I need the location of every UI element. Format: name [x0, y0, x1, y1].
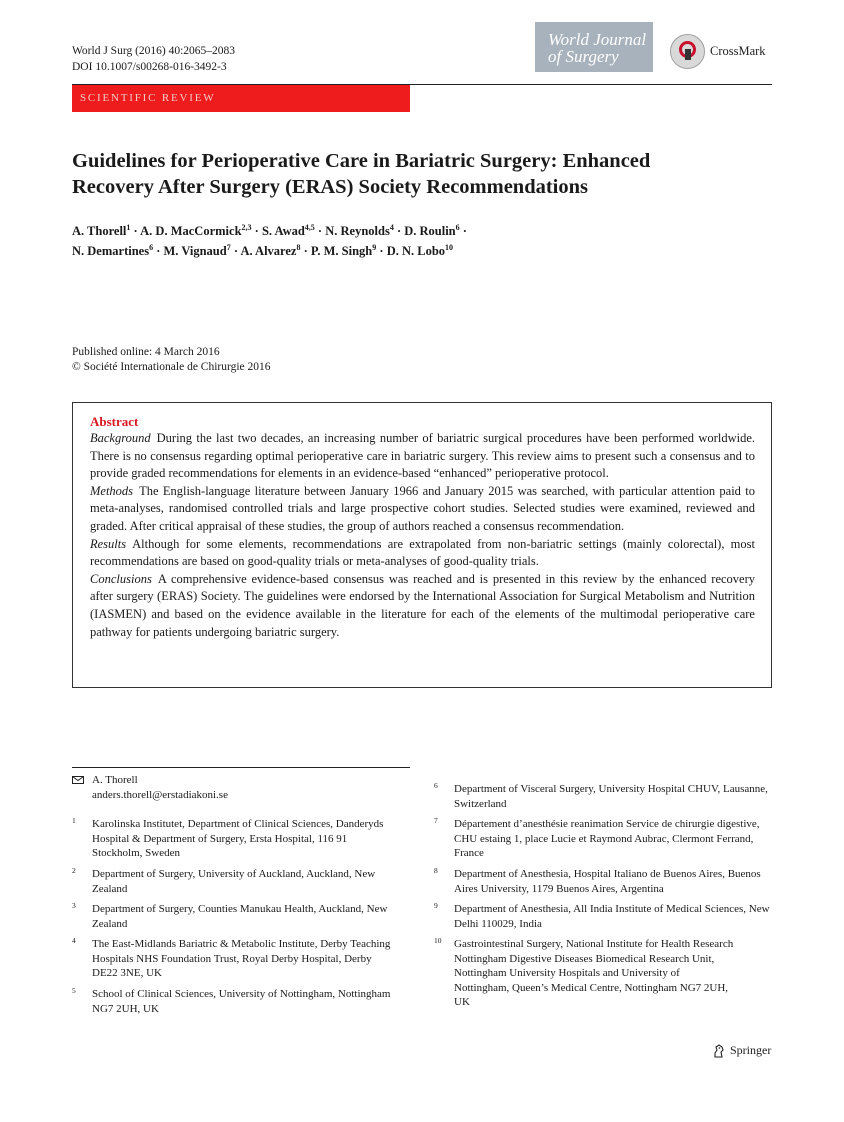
methods-head: Methods [90, 483, 134, 498]
author[interactable]: N. Demartines$^6$ [72, 243, 154, 258]
conclusions-head: Conclusions [90, 571, 152, 586]
correspondence [72, 773, 228, 802]
affiliation: 3 Department of Surgery, Counties Manukau Health, Auckland, New Zealand [72, 901, 388, 930]
author[interactable]: D. N. Lobo$^{10}$ [386, 243, 454, 258]
affiliation: 1 Karolinska Institutet, Department of Clinical Sciences, Danderyds Hospital & Department of Surgery, Ersta Hospital, 116 91 Stockholm, Sweden [72, 816, 384, 859]
author[interactable]: A. Thorell$^1$ [72, 223, 131, 238]
affiliation: 8 Department of Anesthesia, Hospital Italiano de Buenos Aires, Buenos Aires University, 1179 Buenos Aires, Argentina [434, 866, 761, 895]
affiliation: 7 Département d’anesthésie reanimation Service de chirurgie digestive, CHU estaing 1, place Lucie et Raymond Aubrac, Clermont Ferrand, France [434, 816, 760, 859]
author[interactable]: D. Roulin$^6$ [404, 223, 460, 238]
author[interactable]: M. Vignaud$^7$ [163, 243, 231, 258]
journal-citation: World J Surg (2016) 40:2065–2083 [72, 45, 236, 57]
correspondent-name: A. Thorell [92, 774, 138, 786]
affiliation: 10 Gastrointestinal Surgery, National Institute for Health Research Nottingham Digestive Diseases Biomedical Research Unit, Nottingham University Hospitals and University of Nottingham, Queen’s Medical Centre, Nottingham NG7 2UH, UK [434, 936, 734, 1008]
affiliation: 2 Department of Surgery, University of Auckland, Auckland, New Zealand [72, 866, 376, 895]
mail-icon [72, 776, 84, 784]
copyright: © Société Internationale de Chirurgie 2016 [72, 361, 271, 373]
abstract-conclusions: Conclusions A comprehensive evidence-based consensus was reached and is presented in this review by the enhanced recovery after surgery (ERAS) Society. The guidelines were endorsed by the International Association for Surgical Metabolism and Nutrition (IASMEN) and based on the evidence available in the literature for each of the elements of the multimodal perioperative care pathway for patients undergoing bariatric surgery. [90, 571, 755, 639]
crossmark-button[interactable] [670, 34, 766, 69]
title-line-1: Guidelines for Perioperative Care in Bariatric Surgery: Enhanced [72, 150, 651, 172]
crossmark-label: CrossMark [710, 44, 766, 58]
correspondent-email[interactable]: anders.thorell@erstadiakoni.se [92, 788, 228, 801]
abstract-background: Background During the last two decades, an increasing number of bariatric surgical procedures have been performed worldwide. There is no consensus regarding optimal perioperative care in bariatric surgery. This review aims to present such a consensus and to provide graded recommendations for elements in an evidence-based “enhanced” perioperative protocol. [90, 431, 755, 481]
journal-logo-line1: World Journal [548, 30, 647, 49]
results-head: Results [90, 536, 127, 551]
crossmark-icon [670, 34, 705, 69]
springer-logo [712, 1043, 771, 1058]
doi: DOI 10.1007/s00268-016-3492-3 [72, 60, 227, 73]
author-list: A. Thorell$^1$ · A. D. MacCormick$^{2,3}$ · S. Awad$^{4,5}$ · N. Reynolds$^4$ · D. Roulin$^6$ · N. Demartines$^6$ · M. Vignaud$^7$ · A. Alvarez$^8$ · P. M. Singh$^9$ · D. N. Lobo$^{10}$ [72, 223, 467, 258]
journal-logo-line2: of Surgery [548, 47, 619, 66]
author[interactable]: A. D. MacCormick$^{2,3}$ [140, 223, 252, 238]
affiliation: 6 Department of Visceral Surgery, University Hospital CHUV, Lausanne, Switzerland [434, 781, 768, 810]
journal-meta [72, 44, 235, 75]
background-head: Background [90, 431, 151, 445]
abstract-title: Abstract [90, 414, 139, 429]
publication-info [72, 345, 271, 375]
footnote-rule [72, 767, 410, 768]
published-date: Published online: 4 March 2016 [72, 346, 220, 358]
affiliation: 4 The East-Midlands Bariatric & Metabolic Institute, Derby Teaching Hospitals NHS Foundation Trust, Royal Derby Hospital, Derby DE22 3NE, UK [72, 936, 391, 979]
section-label: SCIENTIFIC REVIEW [72, 85, 410, 112]
abstract-box [72, 402, 772, 688]
publisher-name: Springer [730, 1043, 772, 1057]
abstract-methods: Methods The English-language literature between January 1966 and January 2015 was searched, with particular attention paid to meta-analyses, randomised controlled trials and large prospective cohort studies. Selected studies were examined, reviewed and graded. After critical appraisal of these studies, the group of authors reached a consensus recommendation. [90, 483, 755, 533]
author[interactable]: S. Awad$^{4,5}$ [261, 223, 315, 238]
affiliation: 5 School of Clinical Sciences, University of Nottingham, Nottingham NG7 2UH, UK [72, 986, 391, 1015]
author[interactable]: N. Reynolds$^4$ [325, 223, 394, 238]
springer-knight-icon [712, 1044, 726, 1058]
journal-logo [535, 22, 653, 72]
article-title [72, 148, 772, 200]
title-line-2: Recovery After Surgery (ERAS) Society Recommendations [72, 176, 588, 198]
abstract-results: Results Although for some elements, recommendations are extrapolated from non-bariatric settings (mainly colorectal), most recommendations are based on good-quality trials or meta-analyses of good-quality trials. [90, 536, 755, 569]
affiliation: 9 Department of Anesthesia, All India Institute of Medical Sciences, New Delhi 110029, India [434, 901, 770, 930]
author[interactable]: P. M. Singh$^9$ [310, 243, 377, 258]
author[interactable]: A. Alvarez$^8$ [240, 243, 301, 258]
